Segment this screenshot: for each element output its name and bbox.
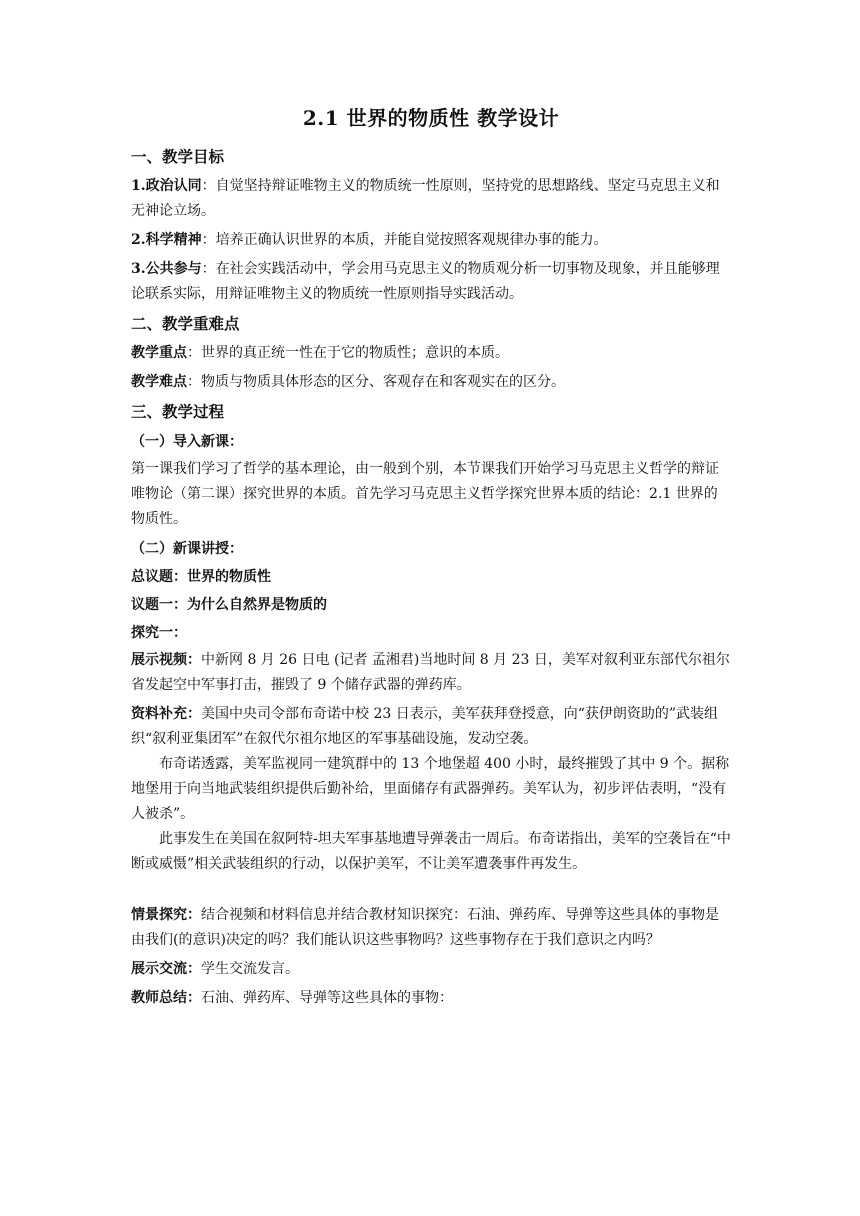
objective-political [131, 174, 731, 224]
overall-topic: 总议题：世界的物质性 [131, 569, 271, 585]
scenario-text: 结合视频和材料信息并结合教材知识探究：石油、弹药库、导弹等这些具体的事物是由我们(的意识)决定的吗？我们能认识这些事物吗？这些事物存在于我们意识之内吗？ [131, 907, 719, 948]
exchange-text: 学生交流发言。 [201, 961, 299, 977]
subheading-new-lesson: （二）新课讲授： [131, 541, 243, 557]
objective-label: 3.公共参与 [131, 261, 202, 277]
difficult-point [131, 370, 731, 395]
teacher-summary-text: 石油、弹药库、导弹等这些具体的事物： [201, 990, 453, 1006]
blank-line [131, 877, 731, 903]
supplement-text: 美国中央司令部布奇诺中校 23 日表示，美军获拜登授意，向“获伊朗资助的”武装组织“叙利亚集团军”在叙代尔祖尔地区的军事基础设施，发动空袭。 [131, 706, 719, 747]
section-heading-process: 三、教学过程 [131, 402, 225, 421]
document-body [131, 100, 731, 1015]
bunker-paragraph: 布奇诺透露，美军监视同一建筑群中的 13 个地堡超 400 小时，最终摧毁了其中 9 个。据称地堡用于向当地武装组织提供后勤补给，里面储存有武器弹药。美军认为，初步评估表明，“没有人被杀”。 [131, 756, 730, 822]
teacher-summary-paragraph [131, 986, 731, 1011]
key-point-text: ：世界的真正统一性在于它的物质性；意识的本质。 [187, 345, 509, 361]
explore-one: 探究一： [131, 625, 187, 641]
exchange-label: 展示交流： [131, 961, 201, 977]
video-label: 展示视频： [131, 652, 201, 668]
difficult-point-label: 教学难点 [131, 374, 187, 390]
exchange-paragraph [131, 957, 731, 982]
objective-label: 2.科学精神 [131, 232, 202, 248]
event-paragraph: 此事发生在美国在叙阿特-坦夫军事基地遭导弹袭击一周后。布奇诺指出，美军的空袭旨在“中断或威慑”相关武装组织的行动，以保护美军，不让美军遭袭事件再发生。 [131, 831, 731, 872]
key-point [131, 341, 731, 366]
video-text: 中新网 8 月 26 日电 (记者 孟湘君)当地时间 8 月 23 日，美军对叙利亚东部代尔祖尔省发起空中军事打击，摧毁了 9 个储存武器的弹药库。 [131, 652, 730, 693]
objective-text: ：培养正确认识世界的本质，并能自觉按照客观规律办事的能力。 [201, 232, 608, 248]
teacher-summary-label: 教师总结： [131, 990, 201, 1006]
objective-text: ：自觉坚持辩证唯物主义的物质统一性原则，坚持党的思想路线、坚定马克思主义和无神论立场。 [131, 178, 720, 219]
objective-text: ：在社会实践活动中，学会用马克思主义的物质观分析一切事物及现象，并且能够理论联系实际，用辩证唯物主义的物质统一性原则指导实践活动。 [131, 261, 720, 302]
scenario-paragraph [131, 903, 731, 953]
objective-public [131, 257, 731, 307]
objective-science [131, 228, 731, 253]
subheading-intro: （一）导入新课： [131, 434, 243, 450]
scenario-label: 情景探究： [131, 907, 201, 923]
difficult-point-text: ：物质与物质具体形态的区分、客观存在和客观实在的区分。 [187, 374, 565, 390]
document-title: 2.1 世界的物质性 教学设计 [302, 106, 560, 130]
intro-paragraph: 第一课我们学习了哲学的基本理论，由一般到个别，本节课我们开始学习马克思主义哲学的辩证唯物论（第二课）探究世界的本质。首先学习马克思主义哲学探究世界本质的结论：2.1 世界的物质性。 [131, 461, 719, 527]
supplement-paragraph [131, 702, 731, 752]
section-heading-key-points: 二、教学重难点 [131, 314, 240, 333]
key-point-label: 教学重点 [131, 345, 187, 361]
video-paragraph [131, 648, 731, 698]
objective-label: 1.政治认同 [131, 178, 202, 194]
topic-one: 议题一：为什么自然界是物质的 [131, 597, 327, 613]
section-heading-objectives: 一、教学目标 [131, 147, 225, 166]
supplement-label: 资料补充： [131, 706, 201, 722]
